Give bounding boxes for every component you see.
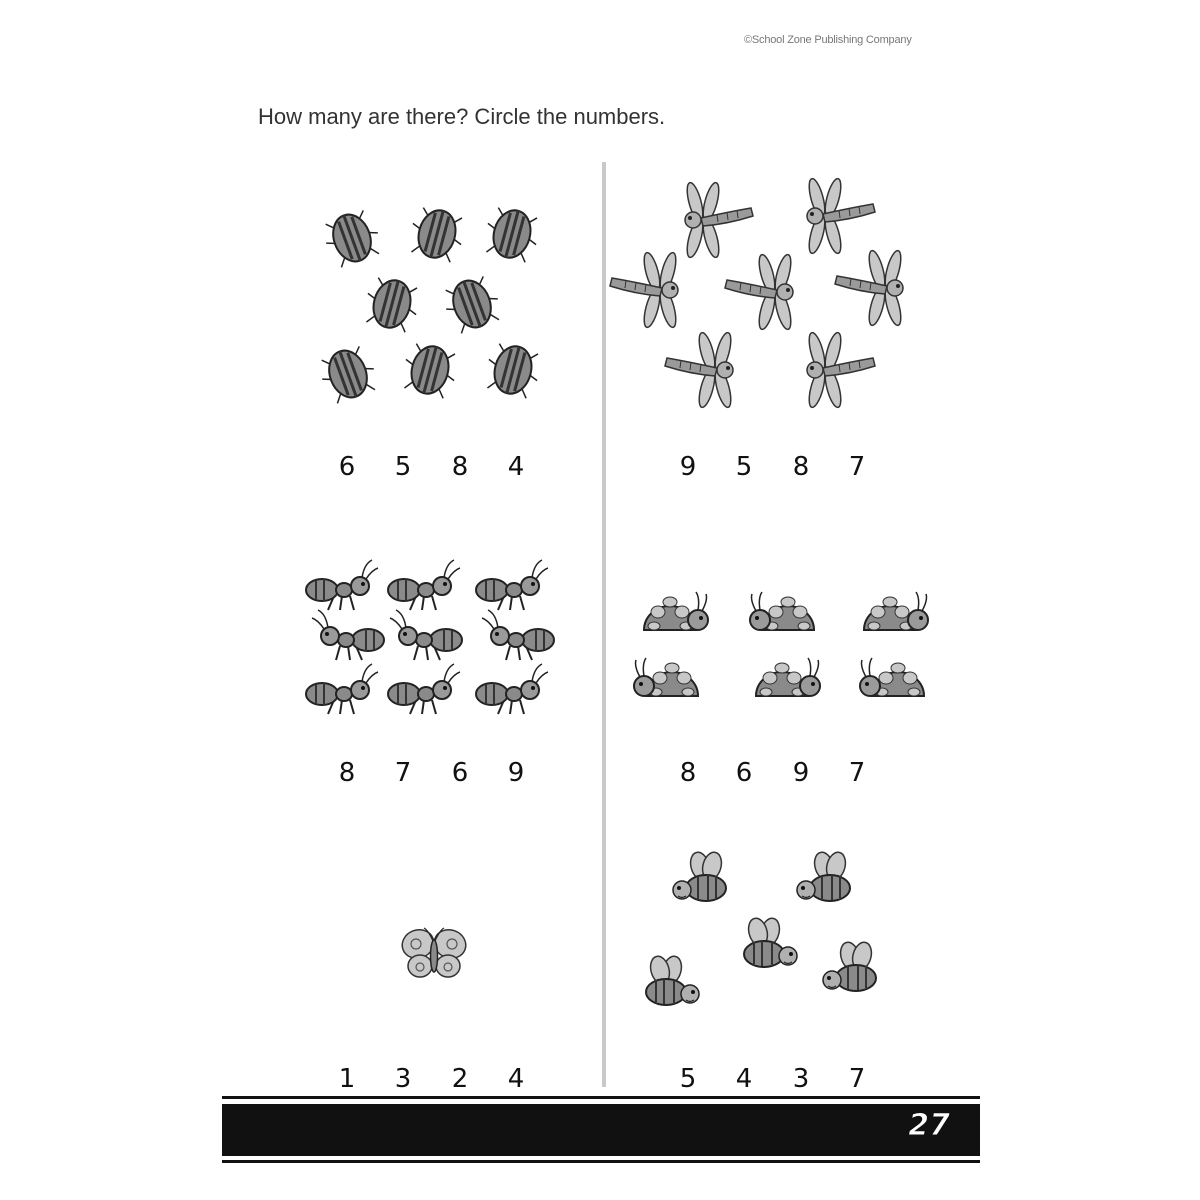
- footer-band: [222, 1104, 980, 1156]
- answer-choice[interactable]: 8: [451, 452, 469, 482]
- ant-icon: [312, 610, 384, 660]
- dragonfly-icon: [725, 253, 794, 331]
- answer-choice[interactable]: 8: [679, 758, 697, 788]
- beetle-group: [300, 190, 570, 420]
- answer-choices-beetles: [332, 452, 532, 492]
- answer-choices-ants: [332, 758, 532, 798]
- ant-icon: [306, 664, 378, 714]
- beetle-icon: [481, 204, 544, 264]
- answer-choice[interactable]: 7: [848, 1064, 866, 1094]
- answer-choice[interactable]: 6: [338, 452, 356, 482]
- column-divider: [602, 162, 606, 1087]
- ladybug-icon: [860, 658, 924, 696]
- beetle-icon: [482, 340, 545, 400]
- ant-icon: [482, 610, 554, 660]
- page-footer-bar: [222, 1096, 980, 1168]
- dragonfly-icon: [835, 249, 904, 327]
- bee-icon: [797, 850, 850, 901]
- beetle-icon: [361, 274, 424, 334]
- dragonfly-icon: [610, 251, 679, 329]
- problem-beetles: [300, 190, 570, 420]
- answer-choice[interactable]: 8: [792, 452, 810, 482]
- dragonfly-icon: [665, 331, 734, 409]
- answer-choice[interactable]: 3: [792, 1064, 810, 1094]
- ladybug-icon: [644, 592, 708, 630]
- answer-choice[interactable]: 6: [735, 758, 753, 788]
- answer-choice[interactable]: 4: [735, 1064, 753, 1094]
- ant-group: [300, 548, 570, 728]
- answer-choice[interactable]: 7: [848, 758, 866, 788]
- answer-choice[interactable]: 1: [338, 1064, 356, 1094]
- beetle-icon: [319, 207, 384, 270]
- ant-icon: [390, 610, 462, 660]
- answer-choice[interactable]: 5: [394, 452, 412, 482]
- copyright-notice: ©School Zone Publishing Company: [744, 34, 912, 46]
- answer-choice[interactable]: 9: [792, 758, 810, 788]
- ladybug-icon: [634, 658, 698, 696]
- answer-choices-ladybugs: [673, 758, 873, 798]
- beetle-icon: [399, 340, 462, 400]
- answer-choice[interactable]: 6: [451, 758, 469, 788]
- footer-rule: [222, 1096, 980, 1099]
- answer-choice[interactable]: 4: [507, 452, 525, 482]
- dragonfly-icon: [806, 331, 875, 409]
- answer-choices-dragonflies: [673, 452, 873, 492]
- answer-choice[interactable]: 3: [394, 1064, 412, 1094]
- instruction-text: How many are there? Circle the numbers.: [258, 104, 666, 129]
- dragonfly-group: [615, 180, 945, 420]
- ant-icon: [388, 664, 460, 714]
- ladybug-icon: [864, 592, 928, 630]
- answer-choice[interactable]: 7: [848, 452, 866, 482]
- bee-icon: [744, 916, 797, 967]
- answer-choice[interactable]: 8: [338, 758, 356, 788]
- answer-choice[interactable]: 9: [679, 452, 697, 482]
- bee-icon: [673, 850, 726, 901]
- beetle-icon: [406, 204, 469, 264]
- page-number: 27: [908, 1108, 950, 1143]
- problem-butterfly: [390, 918, 480, 988]
- bee-group: [630, 842, 900, 1022]
- ladybug-icon: [756, 658, 820, 696]
- butterfly-group: [390, 918, 480, 988]
- answer-choice[interactable]: 5: [735, 452, 753, 482]
- bee-icon: [646, 954, 699, 1005]
- ant-icon: [306, 560, 378, 610]
- answer-choice[interactable]: 2: [451, 1064, 469, 1094]
- ant-icon: [388, 560, 460, 610]
- footer-rule: [222, 1160, 980, 1163]
- butterfly-icon: [398, 925, 470, 977]
- beetle-icon: [439, 273, 504, 336]
- answer-choice[interactable]: 9: [507, 758, 525, 788]
- answer-choice[interactable]: 5: [679, 1064, 697, 1094]
- beetle-icon: [315, 343, 380, 406]
- problem-dragonflies: [615, 180, 945, 420]
- dragonfly-icon: [806, 177, 875, 255]
- answer-choice[interactable]: 7: [394, 758, 412, 788]
- dragonfly-icon: [684, 181, 753, 259]
- ladybug-icon: [750, 592, 814, 630]
- ant-icon: [476, 664, 548, 714]
- problem-ants: [300, 548, 570, 728]
- problem-ladybugs: [630, 578, 940, 718]
- answer-choice[interactable]: 4: [507, 1064, 525, 1094]
- ant-icon: [476, 560, 548, 610]
- bee-icon: [823, 940, 876, 991]
- ladybug-group: [630, 578, 940, 718]
- problem-bees: [630, 842, 900, 1022]
